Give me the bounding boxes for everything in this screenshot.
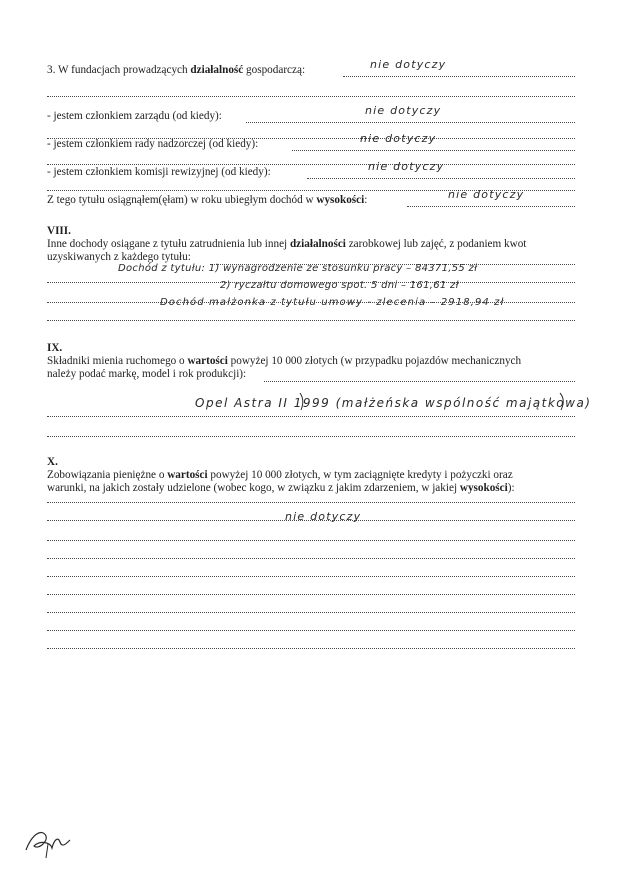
section-viii-description-2: uzyskiwanych z każdego tytułu:: [47, 251, 191, 263]
audit-answer: nie dotyczy: [368, 160, 445, 173]
bracket-stroke: [560, 393, 563, 410]
liabilities-answer: nie dotyczy: [285, 510, 362, 523]
other-income-answer-1: Dochód z tytułu: 1) wynagrodzenie ze stosunku pracy – 84371,55 zł: [118, 263, 478, 274]
board-member-label: - jestem członkiem zarządu (od kiedy):: [47, 110, 222, 122]
income-label: Z tego tytułu osiągnąłem(ęłam) w roku ubiegłym dochód w wysokości:: [47, 194, 368, 206]
section-x-description-2: warunki, na jakich zostały udzielone (wobec kogo, w związku z jakim zdarzeniem, w jakiej wysokości):: [47, 482, 515, 494]
section-ix-description-2: należy podać markę, model i rok produkcji):: [47, 368, 247, 380]
income-answer: nie dotyczy: [448, 188, 525, 201]
foundations-answer: nie dotyczy: [370, 58, 447, 71]
movable-assets-answer: Opel Astra II 1999 (małżeńska wspólność majątkowa): [195, 396, 592, 410]
foundations-activity-label: 3. W fundacjach prowadzących działalność gospodarczą:: [47, 64, 306, 76]
other-income-answer-2: 2) ryczałtu domowego spot. 5 dni – 161,61 zł: [220, 280, 459, 291]
section-viii-heading: VIII.: [47, 225, 71, 237]
section-ix-description: Składniki mienia ruchomego o wartości powyżej 10 000 złotych (w przypadku pojazdów mechanicznych: [47, 355, 522, 367]
supervisory-member-label: - jestem członkiem rady nadzorczej (od kiedy):: [47, 138, 259, 150]
bracket-stroke: [300, 393, 303, 410]
signature-initials: [20, 820, 80, 865]
audit-member-label: - jestem członkiem komisji rewizyjnej (od kiedy):: [47, 166, 271, 178]
board-answer: nie dotyczy: [365, 104, 442, 117]
supervisory-answer: nie dotyczy: [360, 132, 437, 145]
section-x-description: Zobowiązania pieniężne o wartości powyżej 10 000 złotych, w tym zaciągnięte kredyty i pożyczki oraz: [47, 469, 513, 481]
section-viii-description: Inne dochody osiągane z tytułu zatrudnienia lub innej działalności zarobkowej lub zajęć, z podaniem kwot: [47, 238, 527, 250]
section-x-heading: X.: [47, 456, 58, 468]
section-ix-heading: IX.: [47, 342, 63, 354]
other-income-answer-3: Dochód małżonka z tytułu umowy - zlecenia – 2918,94 zł: [160, 297, 505, 308]
